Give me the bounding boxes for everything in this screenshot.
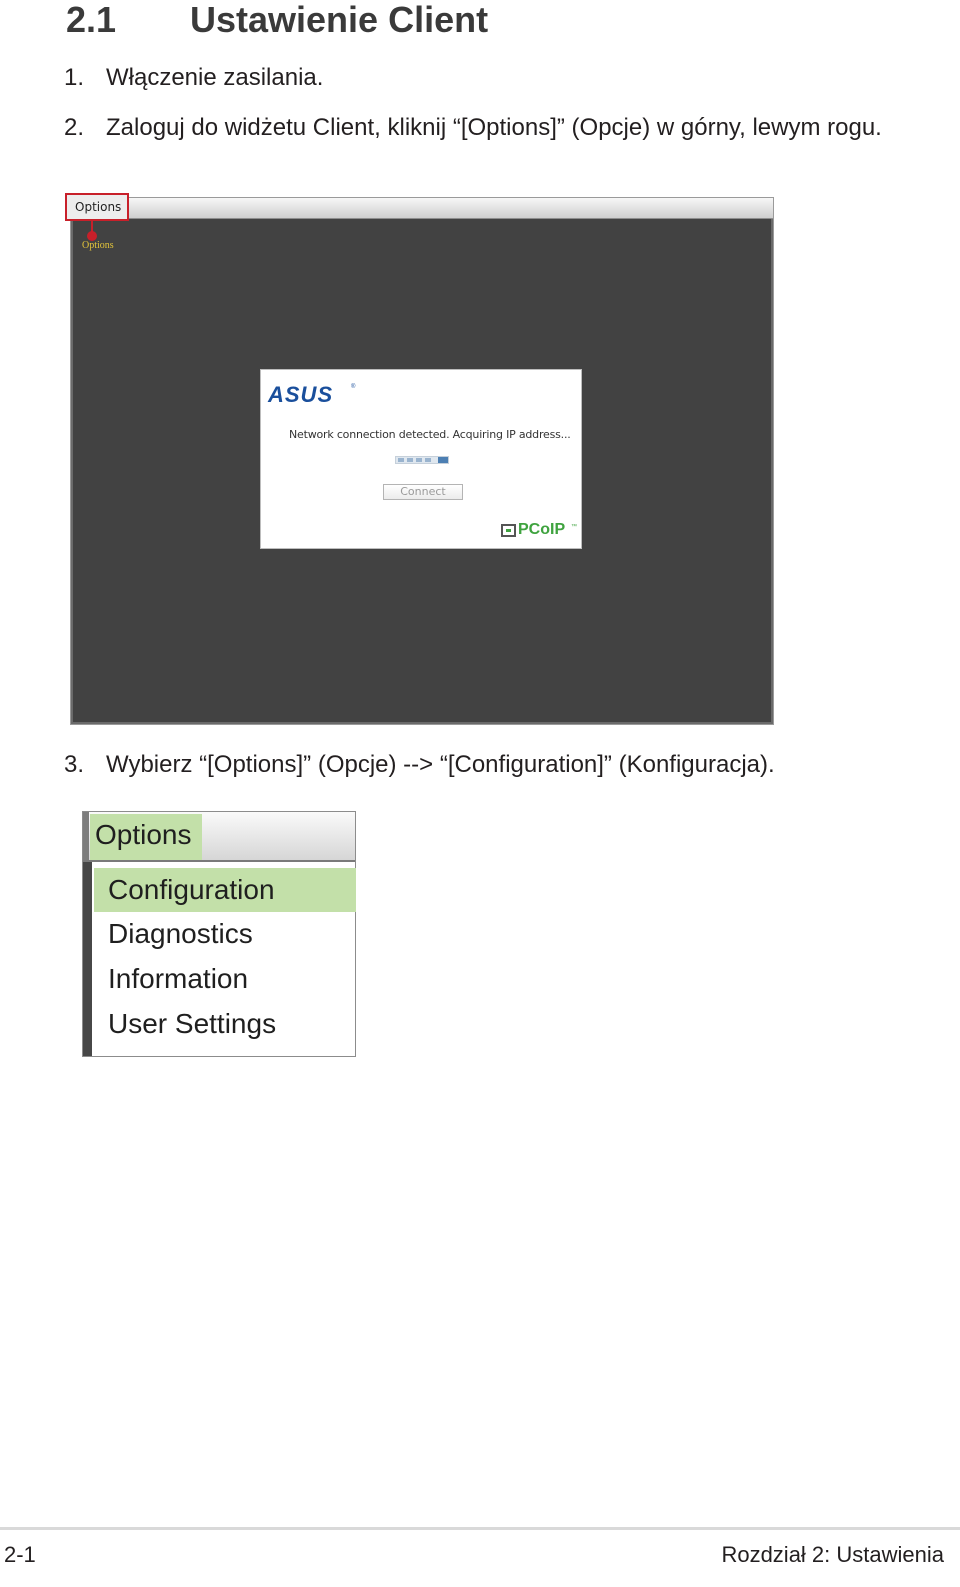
progress-segment xyxy=(407,458,413,462)
chapter-label: Rozdział 2: Ustawienia xyxy=(721,1542,944,1567)
asus-registered-mark: ® xyxy=(351,384,356,390)
connect-button[interactable]: Connect xyxy=(383,484,463,500)
progress-segment xyxy=(398,458,404,462)
pcoip-trademark: ™ xyxy=(571,524,577,530)
options-menu-sidebar xyxy=(83,862,92,1056)
step-text: Zaloguj do widżetu Client, kliknij “[Options]” (Opcje) w górny, lewym rogu. xyxy=(106,114,882,141)
options-caption: Options xyxy=(82,240,114,251)
options-menu-tab[interactable]: Options xyxy=(90,814,202,860)
step-text: Włączenie zasilania. xyxy=(106,64,324,91)
progress-segment xyxy=(425,458,431,462)
page-number: 2-1 xyxy=(4,1542,36,1567)
menu-item-user-settings[interactable]: User Settings xyxy=(108,1008,277,1039)
connection-progress-bar xyxy=(395,456,449,464)
pcoip-icon xyxy=(501,524,516,537)
step-3 xyxy=(64,749,944,781)
menu-item-information[interactable]: Information xyxy=(108,963,249,994)
menu-item-configuration[interactable]: Configuration xyxy=(94,868,356,912)
step-number: 3. xyxy=(64,751,85,778)
menu-item-diagnostics[interactable]: Diagnostics xyxy=(108,918,253,949)
client-topbar xyxy=(71,198,773,219)
options-menu xyxy=(82,811,356,1057)
step-1 xyxy=(64,62,924,94)
progress-fill xyxy=(438,457,448,463)
options-tab[interactable]: Options xyxy=(65,193,129,221)
asus-logo: ASUS xyxy=(268,382,334,407)
connect-dialog xyxy=(260,369,582,549)
progress-segment xyxy=(416,458,422,462)
pcoip-brand-text: PCoIP xyxy=(518,521,566,538)
section-number: 2.1 xyxy=(66,0,117,40)
section-heading xyxy=(66,0,488,40)
step-2 xyxy=(64,112,944,176)
step-text: Wybierz “[Options]” (Opcje) --> “[Configuration]” (Konfiguracja). xyxy=(106,751,775,778)
footer-divider xyxy=(0,1527,960,1530)
step-number: 1. xyxy=(64,64,85,91)
connection-message: Network connection detected. Acquiring IP address... xyxy=(289,428,571,441)
section-title: Ustawienie Client xyxy=(190,0,489,40)
step-number: 2. xyxy=(64,114,85,141)
